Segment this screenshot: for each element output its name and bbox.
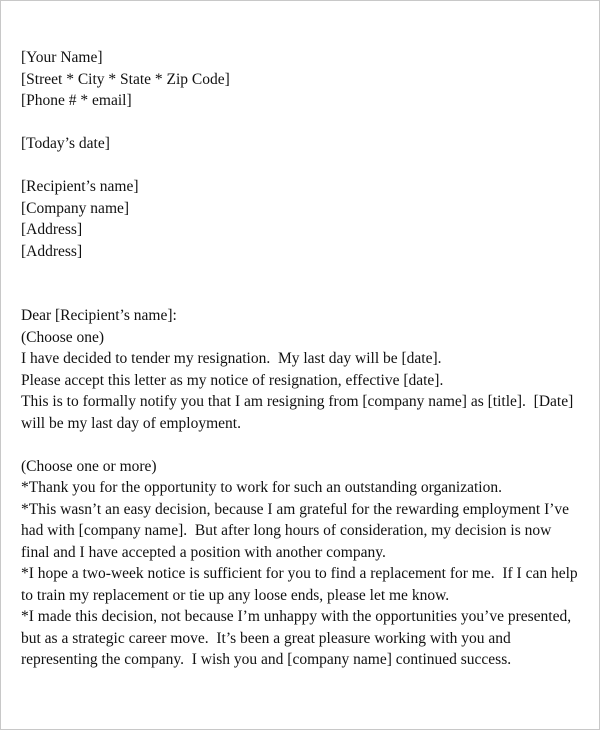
- recipient-name: [Recipient’s name]: [21, 178, 139, 195]
- section1-line: I have decided to tender my resignation. My last day will be [date].: [21, 350, 442, 367]
- sender-address: [Street * City * State * Zip Code]: [21, 70, 230, 88]
- salutation: Dear [Recipient’s name]:: [21, 307, 177, 324]
- section1-line: will be my last day of employment.: [21, 414, 241, 432]
- section2-line: had with [company name]. But after long hours of consideration, my decision is now: [21, 522, 552, 539]
- sender-name: [Your Name]: [21, 49, 103, 66]
- section1-line: This is to formally notify you that I am resigning from [company name] as [title]. [Date]: [21, 393, 574, 410]
- section2-line: but as a strategic career move. It’s been a great pleasure working with you and: [21, 629, 511, 647]
- section2-line: *Thank you for the opportunity to work for such an outstanding organization.: [21, 479, 502, 496]
- section2-line: to train my replacement or tie up any loose ends, please let me know.: [21, 586, 450, 604]
- section2-line: final and I have accepted a position with another company.: [21, 543, 386, 561]
- letter-body: [21, 47, 581, 671]
- section2-line: *I hope a two-week notice is sufficient for you to find a replacement for me. If I can help: [21, 565, 578, 582]
- letter-date: [Today’s date]: [21, 135, 110, 152]
- section1-line: Please accept this letter as my notice of resignation, effective [date].: [21, 371, 444, 389]
- sender-contact: [Phone # * email]: [21, 92, 132, 109]
- section2-line: *I made this decision, not because I’m unhappy with the opportunities you’ve presented,: [21, 608, 572, 625]
- section2-line: *This wasn’t an easy decision, because I am grateful for the rewarding employment I’ve: [21, 500, 570, 518]
- section1-instruction: (Choose one): [21, 328, 105, 346]
- recipient-address-2: [Address]: [21, 242, 83, 260]
- recipient-address-1: [Address]: [21, 221, 83, 238]
- section2-line: representing the company. I wish you and [company name] continued success.: [21, 651, 512, 668]
- section2-instruction: (Choose one or more): [21, 457, 157, 475]
- recipient-company: [Company name]: [21, 199, 130, 217]
